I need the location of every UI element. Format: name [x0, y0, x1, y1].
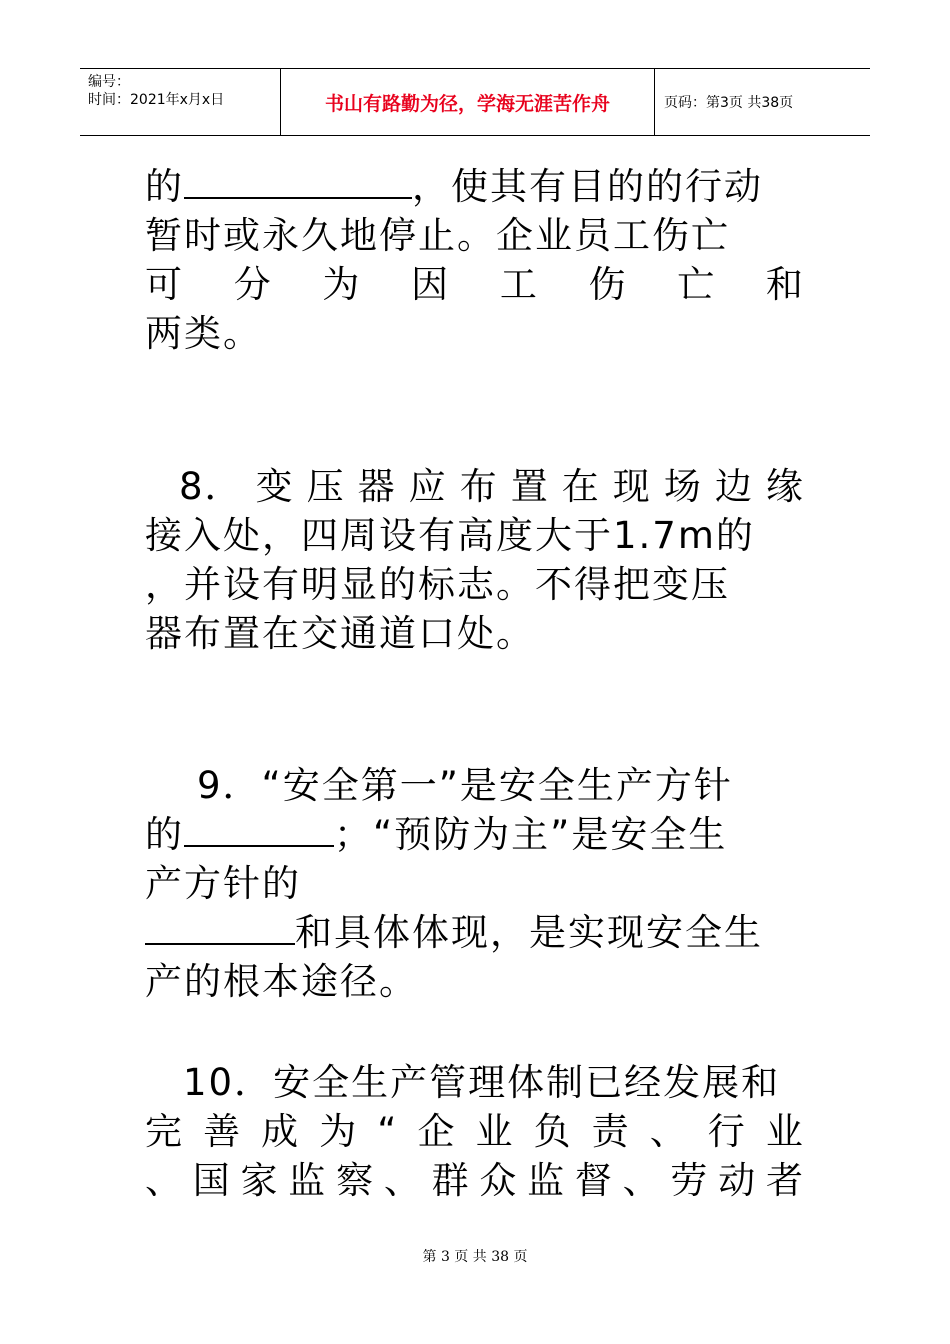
text-line — [145, 462, 805, 511]
text-line: 9．“安全第一”是安全生产方针 — [197, 764, 733, 807]
text-line: 接入处，四周设有高度大于1.7m的 — [145, 514, 755, 557]
text-line — [145, 810, 805, 859]
text-line — [145, 1156, 805, 1205]
char: 器 — [357, 465, 397, 508]
char: 分 — [233, 263, 273, 306]
text-segment: ；“预防为主”是安全生 — [334, 813, 728, 856]
text-line — [145, 1107, 805, 1156]
char: 伤 — [588, 263, 628, 306]
char: 善 — [203, 1110, 243, 1153]
header-meta — [80, 69, 281, 135]
char: 应 — [408, 465, 448, 508]
char: 成 — [261, 1110, 301, 1153]
document-header — [80, 68, 870, 136]
question-10 — [145, 1058, 805, 1205]
paragraph-continuation — [145, 162, 805, 358]
char: 压 — [306, 465, 346, 508]
char: 和 — [765, 263, 805, 306]
char: 监 — [527, 1159, 567, 1202]
char: 劳 — [670, 1159, 710, 1202]
char: 行 — [707, 1110, 747, 1153]
char: 业 — [475, 1110, 515, 1153]
char: 边 — [714, 465, 754, 508]
char: 责 — [591, 1110, 631, 1153]
header-page-info: 页码：第3页 共38页 — [664, 95, 794, 111]
time-label: 时间：2021年x月x日 — [88, 92, 225, 108]
char: 完 — [145, 1110, 184, 1153]
text-line: 产方针的 — [145, 862, 301, 905]
page-footer: 第 3 页 共 38 页 — [422, 1249, 528, 1265]
char: 监 — [288, 1159, 328, 1202]
char: 众 — [479, 1159, 519, 1202]
text-line: 产的根本途径。 — [145, 960, 418, 1003]
text-segment: ，使其有目的的行动 — [412, 165, 763, 208]
text-line: 暂时或永久地停止。企业员工伤亡 — [145, 214, 730, 257]
char: 、 — [145, 1159, 184, 1202]
text-segment: 的 — [145, 813, 184, 856]
char: 工 — [499, 263, 539, 306]
char: 因 — [411, 263, 451, 306]
question-number: 8． — [179, 465, 244, 508]
char: 动 — [718, 1159, 758, 1202]
header-motto: 书山有路勤为径，学海无涯苦作舟 — [281, 69, 655, 135]
char: 、 — [649, 1110, 689, 1153]
char: 企 — [417, 1110, 457, 1153]
text-segment: 和具体体现，是实现安全生 — [295, 911, 763, 954]
char: 布 — [459, 465, 499, 508]
answer-blank — [184, 163, 412, 199]
text-line — [145, 908, 805, 957]
text-line: 两类。 — [145, 312, 262, 355]
text-line — [145, 162, 805, 211]
char: 家 — [240, 1159, 280, 1202]
char: 业 — [765, 1110, 805, 1153]
char: 负 — [533, 1110, 573, 1153]
answer-blank — [145, 909, 295, 945]
char: 者 — [765, 1159, 805, 1202]
char: 场 — [663, 465, 703, 508]
number-label: 编号： — [88, 74, 130, 90]
char: 群 — [431, 1159, 471, 1202]
text-line: ，并设有明显的标志。不得把变压 — [145, 563, 730, 606]
text-line: 器布置在交通道口处。 — [145, 612, 535, 655]
char: 、 — [622, 1159, 662, 1202]
char: 为 — [322, 263, 362, 306]
char: “ — [377, 1110, 399, 1153]
text-line: 10．安全生产管理体制已经发展和 — [183, 1061, 781, 1104]
text-segment: 的 — [145, 165, 184, 208]
answer-blank — [184, 811, 334, 847]
char: 变 — [255, 465, 295, 508]
text-line — [145, 260, 805, 309]
char: 缘 — [765, 465, 805, 508]
char: 置 — [510, 465, 550, 508]
char: 、 — [383, 1159, 423, 1202]
char: 可 — [145, 263, 184, 306]
char: 督 — [574, 1159, 614, 1202]
char: 在 — [561, 465, 601, 508]
question-8 — [145, 462, 805, 658]
question-9 — [145, 761, 805, 1006]
char: 为 — [319, 1110, 359, 1153]
char: 国 — [192, 1159, 232, 1202]
char: 亡 — [677, 263, 717, 306]
char: 察 — [336, 1159, 376, 1202]
char: 现 — [612, 465, 652, 508]
